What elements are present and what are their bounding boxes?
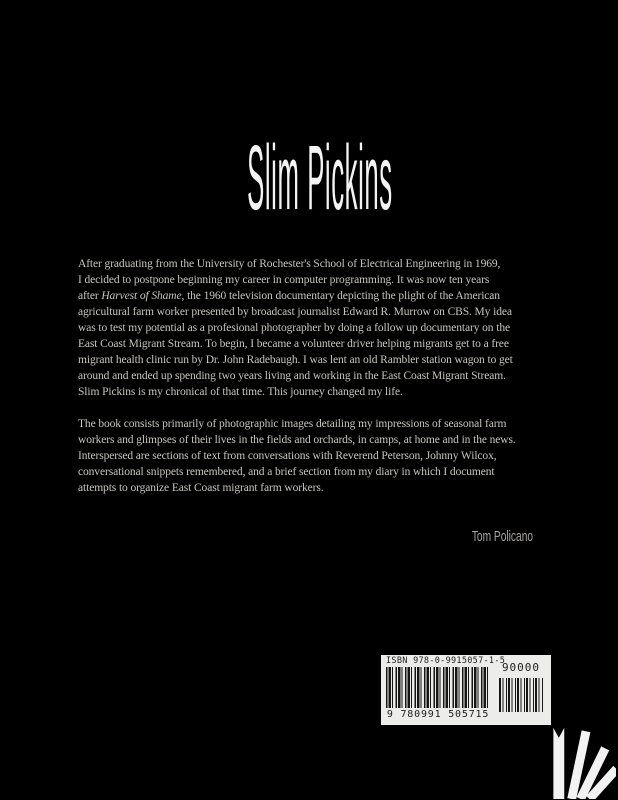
synopsis-paragraph-2	[78, 416, 558, 496]
page-title	[22, 126, 618, 231]
falling-books-logo	[553, 717, 616, 799]
synopsis-line: migrant health clinic run by Dr. John Radebaugh. I was lent an old Rambler station wagon to get	[78, 354, 513, 366]
synopsis-line: attempts to organize East Coast migrant farm workers.	[78, 482, 324, 494]
price-code-label: 90000	[501, 661, 541, 674]
synopsis-line: I decided to postpone beginning my career in computer programming. It was now ten years	[78, 274, 490, 286]
isbn-barcode	[381, 655, 551, 725]
synopsis-line: Interspersed are sections of text from conversations with Reverend Peterson, Johnny Wilcox,	[78, 450, 497, 462]
synopsis-line-segment: , the 1960 television documentary depicting the plight of the American	[181, 290, 500, 302]
upright-book-icon	[553, 728, 564, 799]
ean-digits-label: 9 780991 505715	[384, 708, 492, 722]
synopsis-line: was to test my potential as a profesional photographer by doing a follow up documentary on the	[78, 322, 510, 334]
synopsis-line: conversational snippets remembered, and a brief section from my diary in which I document	[78, 466, 495, 478]
synopsis-line: The book consists primarily of photographic images detailing my impressions of seasonal farm	[78, 418, 507, 430]
isbn-label: ISBN 978-0-9915057-1-5	[386, 656, 506, 666]
synopsis-line: Slim Pickins is my chronical of that time. This journey changed my life.	[78, 386, 403, 398]
synopsis-line: workers and glimpses of their lives in the fields and orchards, in camps, at home and in the news.	[78, 434, 516, 446]
synopsis-line	[78, 288, 558, 304]
synopsis-line: around and ended up spending two years living and working in the East Coast Migrant Stream.	[78, 370, 506, 382]
synopsis-line: East Coast Migrant Stream. To begin, I became a volunteer driver helping migrants get to a free	[78, 338, 509, 350]
supplement-barcode-bars	[499, 678, 543, 712]
documentary-title-italic: Harvest of Shame	[101, 290, 182, 302]
book-title: Slim Pickins	[247, 127, 393, 229]
synopsis-line: After graduating from the University of Rochester's School of Electrical Engineering in 1969,	[78, 258, 501, 270]
synopsis-line-segment: after	[78, 290, 102, 302]
synopsis-line: agricultural farm worker presented by broadcast journalist Edward R. Murrow on CBS. My idea	[78, 306, 512, 318]
author-name: Tom Policano	[471, 528, 533, 545]
synopsis-paragraph-1	[78, 256, 558, 400]
